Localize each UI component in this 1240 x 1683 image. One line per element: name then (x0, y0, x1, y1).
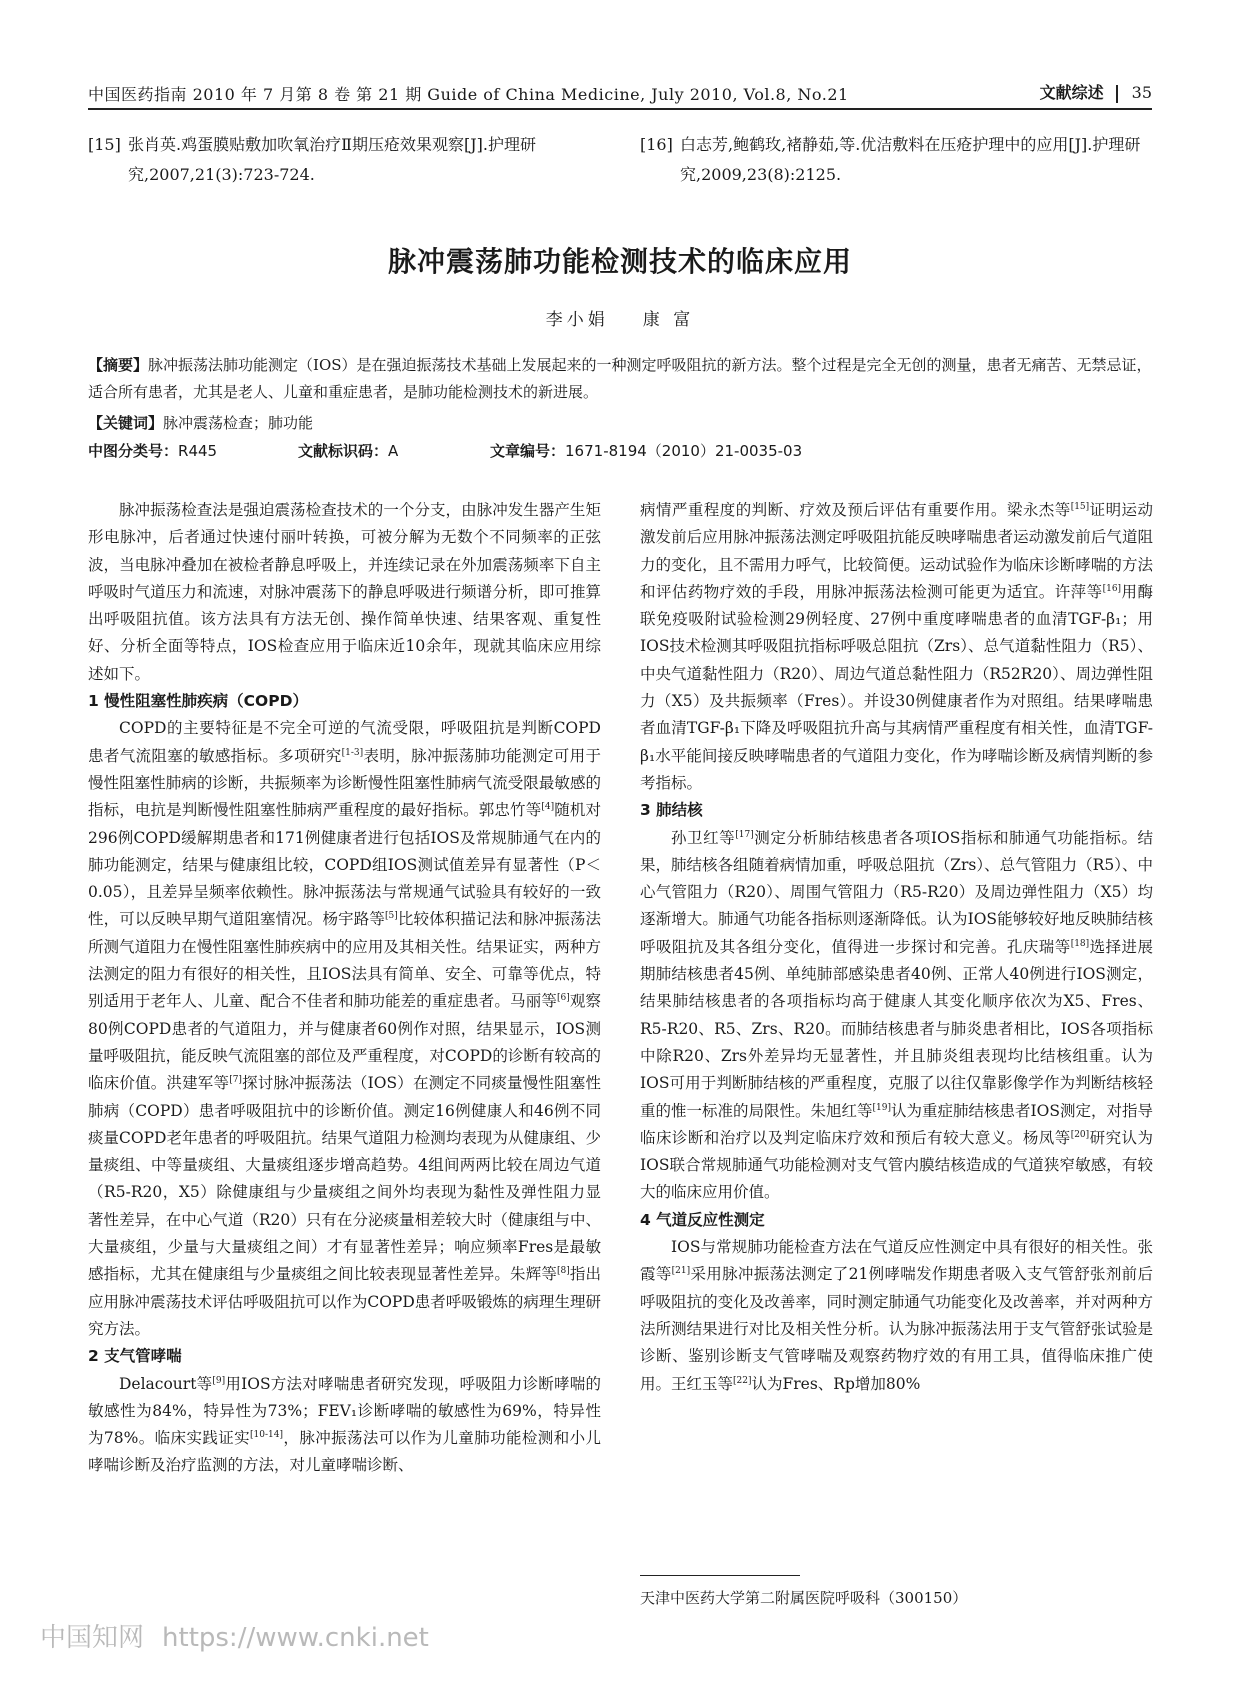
keywords (88, 410, 1152, 437)
paragraph-tuberculosis (640, 825, 1153, 1207)
citation: [22] (733, 1375, 752, 1386)
paragraph-airway-reactivity (640, 1234, 1153, 1398)
text-run: 表明，脉冲振荡肺功能测定可用于慢性阻塞性肺病的诊断，共振频率为诊断慢性阻塞性肺病气流受限最敏感的指标，电抗是判断慢性阻塞性肺病严重程度的最好指标。郭忠竹等 (88, 746, 601, 820)
text-run: 用IOS方法对哮喘患者研究发现，呼吸阻力诊断哮喘的敏感性为84%，特异性为73%；FEV₁诊断哮喘的敏感性为69%，特异性为78%。临床实践证实 (88, 1374, 601, 1448)
clc-number (88, 440, 217, 461)
text-run: 认为Fres、Rp增加80% (751, 1374, 921, 1393)
watermark-brand: 中国知网 (40, 1623, 145, 1653)
journal-info: 中国医药指南 2010 年 7 月第 8 卷 第 21 期 Guide of China Medicine, July 2010, Vol.8, No.21 (88, 85, 849, 104)
citation: [1-3] (341, 747, 364, 758)
author-name: 李小娟 (545, 310, 609, 330)
citation: [9] (212, 1375, 226, 1386)
section-label: 文献综述 (1039, 83, 1104, 102)
text-run: 研究认为IOS联合常规肺通气功能检测对支气管内膜结核造成的气道狭窄敏感，有较大的临床应用价值。 (640, 1128, 1153, 1202)
text-run: 指出应用脉冲震荡技术评估呼吸阻抗可以作为COPD患者呼吸锻炼的病理生理研究方法。 (88, 1265, 601, 1338)
keywords-label: 【关键词】 (88, 414, 164, 432)
reference-text: 白志芳,鲍鹤玫,褚静茹,等.优洁敷料在压疮护理中的应用[J].护理研究,2009,23(8):2125. (680, 135, 1141, 184)
text-run: 随机对296例COPD缓解期患者和171例健康者进行包括IOS及常规肺通气在内的肺功能测定，结果与健康组比较，COPD组IOS测试值差异有显著性（P＜0.05），且差异呈频率依赖性。脉冲振荡法与常规通气试验具有较好的一致性，可以反映早期气道阻塞情况。杨宇路等 (88, 801, 601, 929)
paragraph-copd (88, 715, 601, 1343)
watermark-url: https://www.cnki.net (162, 1623, 429, 1653)
header-right (1040, 80, 1152, 103)
citation: [7] (229, 1075, 242, 1086)
running-header (88, 78, 1152, 110)
page-number: 35 (1131, 83, 1152, 102)
footnote-rule (640, 1575, 800, 1576)
header-divider (1116, 85, 1118, 103)
text-run: 病情严重程度的判断、疗效及预后评估有重要作用。梁永杰等 (640, 501, 1071, 519)
author-list (0, 305, 1240, 330)
paragraph-intro: 脉冲振荡检查法是强迫震荡检查技术的一个分支，由脉冲发生器产生矩形电脉冲，后者通过快速付丽叶转换，可被分解为无数个不同频率的正弦波，当电脉冲叠加在被检者静息呼吸上，并连续记录在外加震荡频率下自主呼吸时气道压力和流速，对脉冲震荡下的静息呼吸进行频谱分析，即可推算出呼吸阻抗值。该方法具有方法无创、操作简单快速、结果客观、重复性好、分析全面等特点，IOS检查应用于临床近10余年，现就其临床应用综述如下。 (88, 501, 601, 683)
clc-value: R445 (178, 442, 218, 460)
keywords-text: 脉冲震荡检查；肺功能 (163, 414, 314, 432)
text-run: 孙卫红等 (671, 828, 736, 847)
clc-label: 中图分类号： (88, 442, 179, 460)
reference-item (640, 130, 1152, 190)
abstract (88, 352, 1152, 406)
body-column-left (88, 497, 601, 1480)
section-heading-copd: 1 慢性阻塞性肺疾病（COPD） (88, 692, 308, 711)
paragraph-asthma-continued (640, 497, 1153, 797)
document-code-value: A (388, 442, 399, 460)
citation: [6] (556, 993, 570, 1004)
document-code (298, 440, 398, 461)
abstract-text: 脉冲振荡法肺功能测定（IOS）是在强迫振荡技术基础上发展起来的一种测定呼吸阻抗的新方法。整个过程是完全无创的测量，患者无痛苦、无禁忌证，适合所有患者，尤其是老人、儿童和重症患者，是肺功能检测技术的新进展。 (88, 356, 1152, 401)
text-run: 证明运动激发前后应用脉冲振荡法测定呼吸阻抗能反映哮喘患者运动激发前后气道阻力的变化，且不需用力呼气，比较简便。运动试验作为临床诊断哮喘的方法和评估药物疗效的手段，用脉冲振荡法检测可能更为适宜。许萍等 (640, 501, 1153, 601)
body-column-right (640, 497, 1153, 1398)
text-run: ，脉冲振荡法可以作为儿童肺功能检测和小儿哮喘诊断及治疗监测的方法，对儿童哮喘诊断、 (88, 1429, 601, 1475)
citation: [20] (1070, 1129, 1090, 1140)
author-affiliation: 天津中医药大学第二附属医院呼吸科（300150） (640, 1589, 968, 1607)
document-code-label: 文献标识码： (298, 442, 389, 460)
reference-list-left (88, 130, 588, 190)
reference-number: [15] (88, 135, 121, 154)
text-run: COPD的主要特征是不完全可逆的气流受限，呼吸阻抗是判断COPD患者气流阻塞的敏感指标。多项研究 (88, 719, 601, 765)
citation: [15] (1070, 501, 1090, 512)
text-run: 选择进展期肺结核患者45例、单纯肺部感染患者40例、正常人40例进行IOS测定，结果肺结核患者的各项指标均高于健康人其变化顺序依次为X5、Fres、R5-R20、R5、Zrs、R20。而肺结核患者与肺炎患者相比，IOS各项指标中除R20、Zrs外差异均无显著性，并且肺炎组表现均比结核组重。认为IOS可用于判断肺结核的严重程度，克服了以往仅靠影像学作为判断结核轻重的惟一标准的局限性。朱旭红等 (640, 937, 1153, 1120)
article-number (490, 440, 802, 461)
text-run: 认为重症肺结核患者IOS测定，对指导临床诊断和治疗以及判定临床疗效和预后有较大意义。杨凤等 (640, 1101, 1153, 1147)
citation: [17] (735, 829, 754, 840)
section-heading-asthma: 2 支气管哮喘 (88, 1347, 182, 1366)
text-run: 采用脉冲振荡法测定了21例哮喘发作期患者吸入支气管舒张剂前后呼吸阻抗的变化及改善率，同时测定肺通气功能变化及改善率，并对两种方法所测结果进行对比及相关性分析。认为脉冲振荡法用于支气管舒张试验是诊断、鉴别诊断支气管哮喘及观察药物疗效的有用工具，值得临床推广使用。王红玉等 (640, 1265, 1153, 1393)
paragraph-asthma (88, 1371, 601, 1480)
citation: [19] (872, 1102, 892, 1113)
article-title: 脉冲震荡肺功能检测技术的临床应用 (387, 245, 852, 278)
section-heading-airway-reactivity: 4 气道反应性测定 (640, 1210, 765, 1229)
section-heading-tuberculosis: 3 肺结核 (640, 801, 703, 820)
reference-list-right (640, 130, 1152, 190)
text-run: 观察80例COPD患者的气道阻力，并与健康者60例作对照，结果显示，IOS测量呼吸阻抗，能反映气流阻塞的部位及严重程度，对COPD的诊断有较高的临床价值。洪建军等 (88, 992, 601, 1093)
reference-number: [16] (640, 135, 673, 154)
text-run: 探讨脉冲振荡法（IOS）在测定不同痰量慢性阻塞性肺病（COPD）患者呼吸阻抗中的诊断价值。测定16例健康人和46例不同痰量COPD老年患者的呼吸阻抗。结果气道阻力检测均表现为从健康组、少量痰组、中等量痰组、大量痰组逐步增高趋势。4组间两两比较在周边气道（R5-R20，X5）除健康组与少量痰组之间外均表现为黏性及弹性阻力显著性差异，在中心气道（R20）只有在分泌痰量相差较大时（健康组与中、大量痰组，少量与大量痰组之间）才有显著性差异；响应频率Fres是最敏感指标，尤其在健康组与少量痰组之间比较表现显著性差异。朱辉等 (88, 1074, 601, 1284)
citation: [10-14] (250, 1429, 284, 1440)
author-name: 康 富 (642, 310, 695, 330)
text-run: 比较体积描记法和脉冲振荡法所测气道阻力在慢性阻塞性肺疾病中的应用及其相关性。结果证实，两种方法测定的阻力有很好的相关性，且IOS法具有简单、安全、可靠等优点，特别适用于老年人、儿童、配合不佳者和肺功能差的重症患者。马丽等 (88, 910, 601, 1011)
text-run: Delacourt等 (119, 1374, 213, 1393)
article-number-value: 1671-8194（2010）21-0035-03 (565, 442, 803, 460)
text-run: 用酶联免疫吸附试验检测29例轻度、27例中重度哮喘患者的血清TGF-β₁；用IOS技术检测其呼吸阻抗指标呼吸总阻抗（Zrs）、总气道黏性阻力（R5）、中央气道黏性阻力（R20）、周边气道总黏性阻力（R52R20）、周边弹性阻力（X5）及共振频率（Fres）。并设30例健康者作为对照组。结果哮喘患者血清TGF-β₁下降及呼吸阻抗升高与其病情严重程度有相关性，血清TGF-β₁水平能间接反映哮喘患者的气道阻力变化，作为哮喘诊断及病情判断的参考指标。 (640, 582, 1153, 792)
cnki-watermark (40, 1617, 429, 1654)
citation: [21] (671, 1266, 691, 1277)
citation: [5] (385, 911, 398, 922)
abstract-label: 【摘要】 (88, 356, 149, 374)
citation: [8] (556, 1266, 570, 1277)
text-run: 测定分析肺结核患者各项IOS指标和肺通气功能指标。结果，肺结核各组随着病情加重，呼吸总阻抗（Zrs）、总气管阻力（R5）、中心气管阻力（R20）、周围气管阻力（R5-R20）及周边弹性阻力（X5）均逐渐增大。肺通气功能各指标则逐渐降低。认为IOS能够较好地反映肺结核呼吸阻抗及其各组分变化，值得进一步探讨和完善。孔庆瑞等 (640, 828, 1153, 956)
reference-item (88, 130, 588, 190)
citation: [16] (1102, 583, 1122, 594)
article-number-label: 文章编号： (490, 442, 566, 460)
text-run: IOS与常规肺功能检查方法在气道反应性测定中具有很好的相关性。张霞等 (640, 1238, 1153, 1284)
reference-text: 张肖英.鸡蛋膜贴敷加吹氧治疗Ⅱ期压疮效果观察[J].护理研究,2007,21(3):723-724. (128, 135, 536, 184)
citation: [18] (1070, 938, 1090, 949)
citation: [4] (541, 802, 555, 813)
